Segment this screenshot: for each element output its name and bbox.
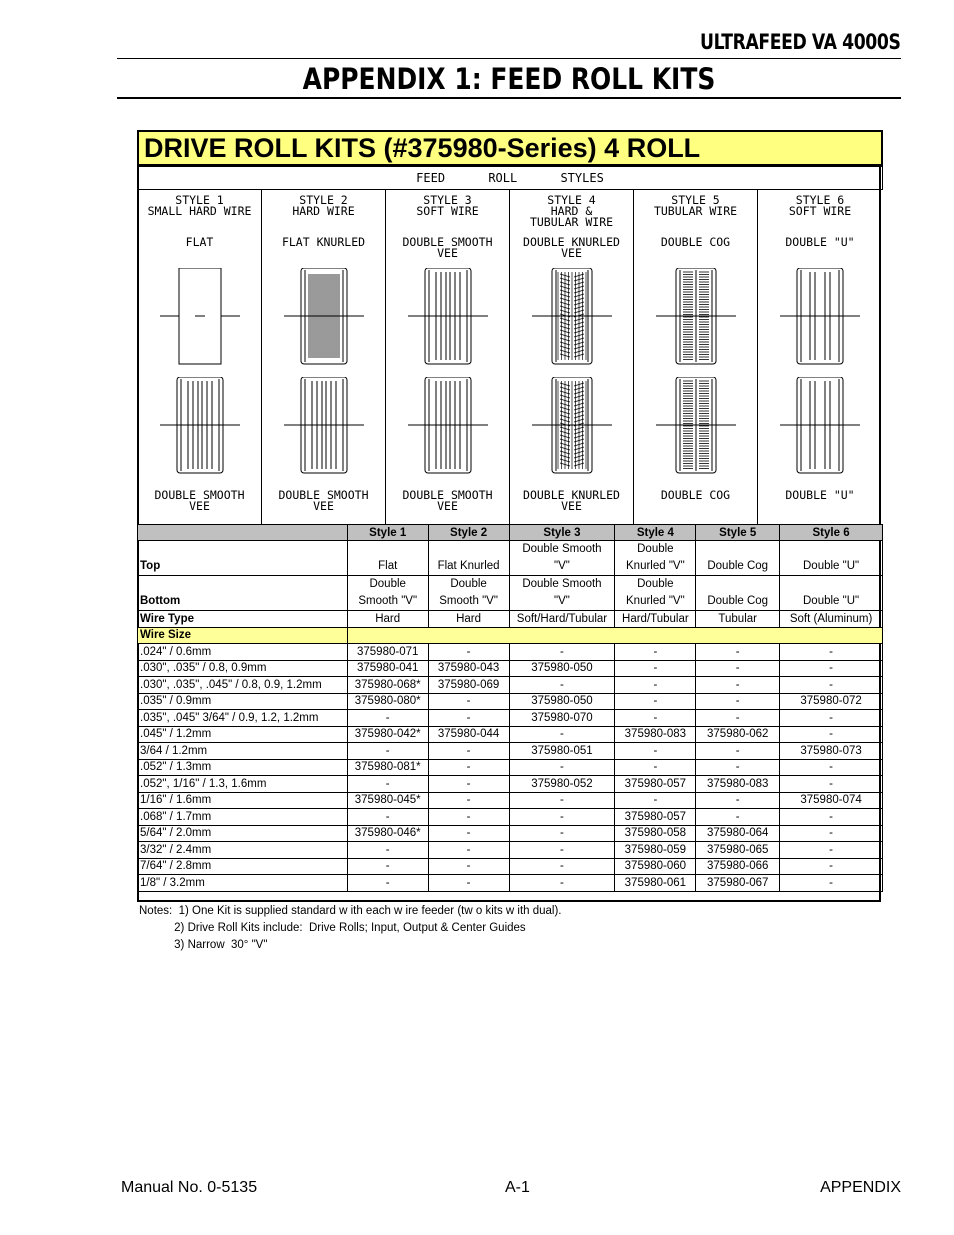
table-cell: - (615, 710, 696, 727)
cell-line: Double (637, 578, 674, 590)
table-cell: 375980-073 (780, 743, 883, 760)
table-cell: Hard (347, 611, 428, 628)
cell-line: Smooth "V" (439, 595, 498, 607)
table-cell: 375980-064 (696, 825, 780, 842)
bottom-row (138, 576, 883, 611)
cell-line: Double "U" (803, 595, 860, 607)
cell-line: Flat Knurled (437, 560, 500, 572)
table-cell: .030", .035", .045" / 0.8, 0.9, 1.2mm (138, 677, 348, 694)
table-cell: Style 1 (347, 525, 428, 541)
table-cell (615, 541, 696, 576)
table-cell: 375980-068* (347, 677, 428, 694)
table-cell: 375980-058 (615, 825, 696, 842)
table-cell: - (428, 792, 509, 809)
table-cell: - (347, 875, 428, 892)
table-cell: - (428, 776, 509, 793)
bottom-roll-drawing (262, 377, 386, 475)
table-cell (428, 541, 509, 576)
drive-roll-banner: DRIVE ROLL KITS (#375980-Series) 4 ROLL (137, 130, 883, 166)
table-cell: - (347, 858, 428, 875)
table-cell: 375980-074 (780, 792, 883, 809)
table-cell: - (615, 792, 696, 809)
table-cell: 375980-042* (347, 726, 428, 743)
table-cell: 375980-059 (615, 842, 696, 859)
roll-style-column (386, 190, 510, 524)
top-roll-label: FLAT KNURLED (281, 235, 366, 249)
table-cell: 3/32" / 2.4mm (138, 842, 348, 859)
table-cell: - (696, 743, 780, 760)
table-cell: - (780, 776, 883, 793)
table-cell: - (696, 660, 780, 677)
table-cell: Hard (428, 611, 509, 628)
bottom-roll-label: DOUBLE COG (660, 488, 731, 502)
table-cell: .068" / 1.7mm (138, 809, 348, 826)
table-cell: Soft (Aluminum) (780, 611, 883, 628)
notes (139, 903, 562, 954)
bottom-roll-drawing (634, 377, 758, 475)
table-row (138, 792, 883, 809)
table-cell: 375980-041 (347, 660, 428, 677)
table-cell: - (509, 809, 615, 826)
style-heading: STYLE 3 SOFT WIRE (416, 193, 479, 218)
table-cell: 375980-071 (347, 644, 428, 661)
feed-roll-styles-heading (137, 166, 883, 190)
table-cell (347, 627, 882, 644)
table-cell: - (696, 710, 780, 727)
top-roll-label: FLAT (185, 235, 214, 249)
bottom-roll-drawing (386, 377, 510, 475)
table-cell: - (780, 809, 883, 826)
table-cell: - (780, 858, 883, 875)
style-heading: STYLE 4 HARD & TUBULAR WIRE (529, 193, 614, 229)
table-row (138, 710, 883, 727)
table-cell (347, 576, 428, 611)
top-roll-drawing (510, 268, 634, 366)
table-cell: - (615, 660, 696, 677)
top-roll-label: DOUBLE COG (660, 235, 731, 249)
table-cell: 375980-083 (615, 726, 696, 743)
table-cell: 375980-050 (509, 660, 615, 677)
note-line: 2) Drive Roll Kits include: Drive Rolls; Input, Output & Center Guides (139, 922, 526, 934)
table-cell (347, 541, 428, 576)
table-cell (509, 541, 615, 576)
style-heading: STYLE 1 SMALL HARD WIRE (147, 193, 252, 218)
product-name: ULTRAFEED VA 4000S (699, 30, 900, 54)
table-cell: - (428, 858, 509, 875)
table-cell: - (428, 759, 509, 776)
bottom-roll-label: DOUBLE SMOOTH VEE (278, 488, 369, 513)
table-row (138, 726, 883, 743)
table-cell: Style 2 (428, 525, 509, 541)
table-cell (696, 576, 780, 611)
top-row (138, 541, 883, 576)
table-cell: - (347, 710, 428, 727)
table-cell: Top (138, 541, 348, 576)
table-row (138, 644, 883, 661)
wire-type-row (138, 611, 883, 628)
table-cell: 375980-072 (780, 693, 883, 710)
table-cell: Wire Type (138, 611, 348, 628)
table-cell: - (696, 677, 780, 694)
table-cell: - (509, 792, 615, 809)
page-number: A-1 (505, 1179, 530, 1196)
table-cell: - (780, 759, 883, 776)
table-cell: - (428, 842, 509, 859)
table-cell: 375980-057 (615, 809, 696, 826)
table-cell: - (780, 644, 883, 661)
table-cell: Style 3 (509, 525, 615, 541)
table-cell (428, 576, 509, 611)
table-cell: - (428, 710, 509, 727)
table-cell (615, 576, 696, 611)
bottom-roll-label: DOUBLE "U" (785, 488, 855, 502)
top-roll-drawing (634, 268, 758, 366)
table-row (138, 809, 883, 826)
table-cell: - (428, 875, 509, 892)
top-roll-drawing (758, 268, 882, 366)
table-cell: .052", 1/16" / 1.3, 1.6mm (138, 776, 348, 793)
table-cell: 7/64" / 2.8mm (138, 858, 348, 875)
table-row (138, 875, 883, 892)
heading-word: ROLL (488, 171, 518, 185)
manual-number: Manual No. 0-5135 (121, 1179, 258, 1196)
table-cell: 375980-083 (696, 776, 780, 793)
table-cell: 375980-057 (615, 776, 696, 793)
cell-line: Double Smooth (522, 578, 602, 590)
table-cell: - (780, 660, 883, 677)
style-heading: STYLE 2 HARD WIRE (292, 193, 355, 218)
top-roll-drawing (138, 268, 262, 366)
top-roll-drawing (262, 268, 386, 366)
table-row (138, 693, 883, 710)
table-cell: - (780, 825, 883, 842)
table-cell: - (347, 776, 428, 793)
title-rule (117, 97, 901, 99)
table-cell: - (428, 644, 509, 661)
table-cell: - (696, 693, 780, 710)
table-cell: .030", .035" / 0.8, 0.9mm (138, 660, 348, 677)
table-row (138, 743, 883, 760)
table-cell: 375980-050 (509, 693, 615, 710)
table-cell: Tubular (696, 611, 780, 628)
note-line: 3) Narrow 30° "V" (139, 939, 268, 951)
table-cell: - (509, 875, 615, 892)
table-cell: 375980-060 (615, 858, 696, 875)
table-cell: - (696, 644, 780, 661)
roll-style-column (510, 190, 634, 524)
table-cell: - (696, 809, 780, 826)
table-row (138, 660, 883, 677)
section-name: APPENDIX (820, 1179, 901, 1196)
table-cell: - (509, 825, 615, 842)
table-cell: 375980-066 (696, 858, 780, 875)
roll-style-column (262, 190, 386, 524)
top-roll-label: DOUBLE SMOOTH VEE (402, 235, 493, 260)
top-roll-drawing (386, 268, 510, 366)
table-cell: - (615, 644, 696, 661)
table-cell: - (780, 726, 883, 743)
table-cell: - (428, 693, 509, 710)
table-cell: - (428, 809, 509, 826)
table-cell: Style 5 (696, 525, 780, 541)
cell-line: Double (450, 578, 487, 590)
cell-line: Knurled "V" (626, 560, 685, 572)
table-cell: 1/16" / 1.6mm (138, 792, 348, 809)
table-cell: .035", .045" 3/64" / 0.9, 1.2, 1.2mm (138, 710, 348, 727)
header-rule (117, 58, 901, 59)
bottom-roll-label: DOUBLE SMOOTH VEE (402, 488, 493, 513)
table-cell: 5/64" / 2.0mm (138, 825, 348, 842)
table-cell: - (780, 875, 883, 892)
table-cell: - (696, 759, 780, 776)
roll-style-column (758, 190, 882, 524)
table-cell: - (615, 677, 696, 694)
table-cell: 375980-080* (347, 693, 428, 710)
table-cell: 375980-070 (509, 710, 615, 727)
table-cell: - (509, 858, 615, 875)
table-cell: 375980-067 (696, 875, 780, 892)
table-cell: 375980-052 (509, 776, 615, 793)
table-cell: 375980-069 (428, 677, 509, 694)
style-heading: STYLE 6 SOFT WIRE (788, 193, 852, 218)
drive-roll-kit-table (137, 524, 883, 892)
table-row (138, 858, 883, 875)
table-cell: - (509, 677, 615, 694)
table-row (138, 776, 883, 793)
bottom-roll-drawing (510, 377, 634, 475)
table-cell: .024" / 0.6mm (138, 644, 348, 661)
table-cell: - (509, 759, 615, 776)
table-cell: Wire Size (138, 627, 348, 644)
table-cell: - (428, 825, 509, 842)
table-cell: 1/8" / 3.2mm (138, 875, 348, 892)
table-cell: 375980-062 (696, 726, 780, 743)
table-cell: - (780, 677, 883, 694)
page-title: APPENDIX 1: FEED ROLL KITS (302, 62, 716, 96)
table-cell: - (347, 743, 428, 760)
cell-line: Flat (378, 560, 398, 572)
bottom-roll-label: DOUBLE KNURLED VEE (523, 488, 620, 513)
cell-line: Smooth "V" (358, 595, 418, 607)
table-cell: 375980-081* (347, 759, 428, 776)
table-cell: 375980-044 (428, 726, 509, 743)
table-row (138, 825, 883, 842)
table-cell: 375980-051 (509, 743, 615, 760)
table-cell: 375980-043 (428, 660, 509, 677)
wire-size-row (138, 627, 883, 644)
table-cell: - (615, 759, 696, 776)
table-cell: .045" / 1.2mm (138, 726, 348, 743)
table-cell (780, 541, 883, 576)
table-cell (780, 576, 883, 611)
table-cell: - (509, 726, 615, 743)
table-cell: - (347, 842, 428, 859)
table-cell: .052" / 1.3mm (138, 759, 348, 776)
table-cell: 3/64 / 1.2mm (138, 743, 348, 760)
table-cell: - (780, 710, 883, 727)
table-cell: 375980-061 (615, 875, 696, 892)
table-cell: Style 6 (780, 525, 883, 541)
table-cell: Style 4 (615, 525, 696, 541)
cell-line: Double (369, 578, 406, 590)
bottom-roll-drawing (138, 377, 262, 475)
table-cell: Soft/Hard/Tubular (509, 611, 615, 628)
table-cell: - (509, 644, 615, 661)
table-cell: 375980-065 (696, 842, 780, 859)
table-cell: - (509, 842, 615, 859)
table-cell: - (428, 743, 509, 760)
table-cell: - (615, 743, 696, 760)
table-row (138, 677, 883, 694)
table-cell: - (696, 792, 780, 809)
table-cell: Hard/Tubular (615, 611, 696, 628)
cell-line: Knurled "V" (626, 595, 685, 607)
table-cell (509, 576, 615, 611)
table-cell: .035" / 0.9mm (138, 693, 348, 710)
cell-line: "V" (554, 560, 570, 572)
table-cell: - (347, 809, 428, 826)
cell-line: Double Cog (707, 560, 769, 572)
note-line: Notes: 1) One Kit is supplied standard w ith each w ire feeder (tw o kits w ith dual). (139, 905, 562, 917)
top-roll-label: DOUBLE "U" (785, 235, 855, 249)
cell-line: Double "U" (803, 560, 860, 572)
table-cell: - (615, 693, 696, 710)
top-roll-label: DOUBLE KNURLED VEE (523, 235, 620, 260)
bottom-roll-drawing (758, 377, 882, 475)
table-cell: Bottom (138, 576, 348, 611)
header-row (138, 525, 883, 541)
roll-style-column (634, 190, 758, 524)
cell-line: Double Smooth (522, 543, 602, 555)
heading-word: STYLES (560, 171, 604, 185)
table-row (138, 842, 883, 859)
style-heading: STYLE 5 TUBULAR WIRE (653, 193, 738, 218)
table-cell: 375980-045* (347, 792, 428, 809)
heading-word: FEED (416, 171, 446, 185)
table-row (138, 759, 883, 776)
bottom-roll-label: DOUBLE SMOOTH VEE (154, 488, 245, 513)
cell-line: Double Cog (707, 595, 769, 607)
table-cell (696, 541, 780, 576)
table-cell: - (780, 842, 883, 859)
table-cell: 375980-046* (347, 825, 428, 842)
roll-style-column (138, 190, 262, 524)
table-cell (138, 525, 348, 541)
cell-line: "V" (554, 595, 570, 607)
cell-line: Double (637, 543, 674, 555)
